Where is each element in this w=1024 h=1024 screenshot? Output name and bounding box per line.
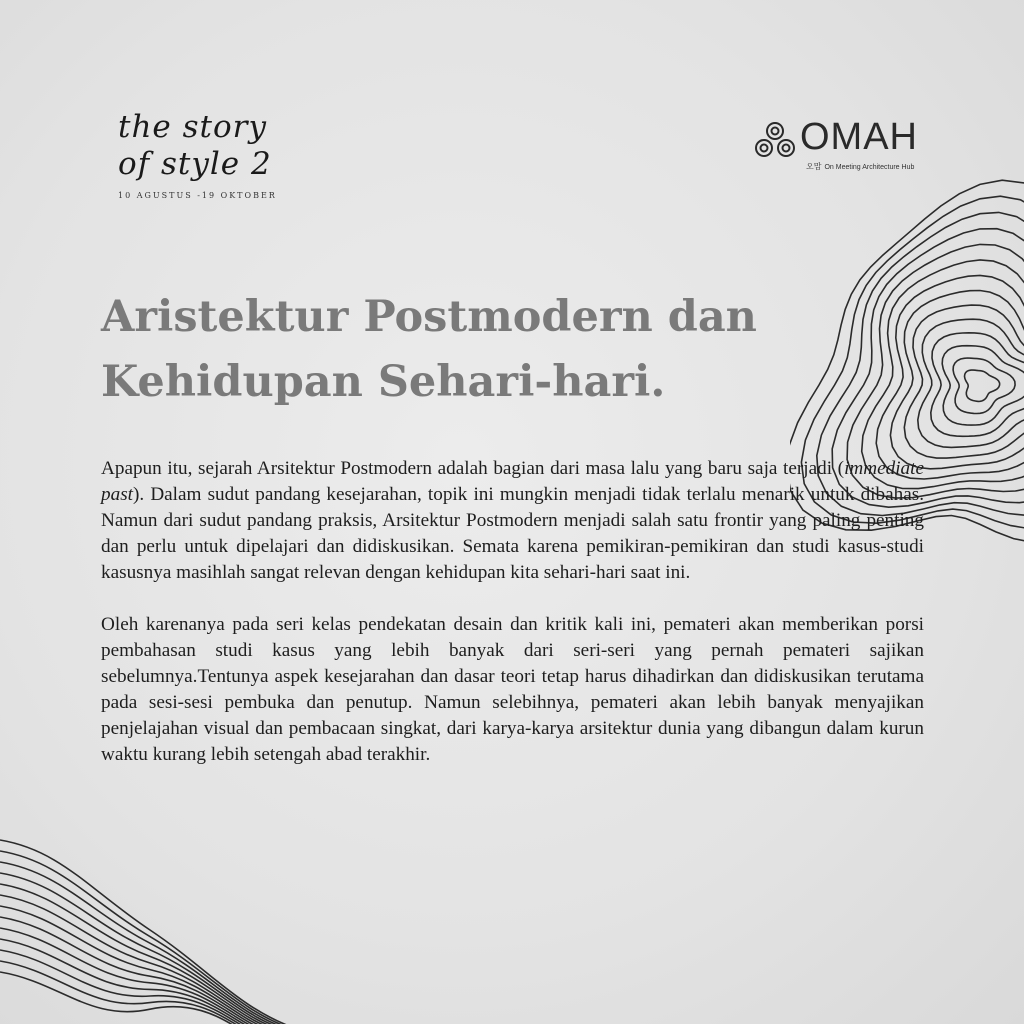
contour-wave xyxy=(0,928,265,1024)
brand-tagline-text: On Meeting Architecture Hub xyxy=(824,164,915,171)
paragraph-1-start: Apapun itu, sejarah Arsitektur Postmodern adalah bagian dari masa lalu yang baru saja terjadi ( xyxy=(101,458,845,479)
brand-name: OMAH xyxy=(800,116,918,158)
paragraph-1 xyxy=(101,456,924,586)
series-title-line2: of style 2 xyxy=(118,146,272,182)
contour-ring xyxy=(862,260,1024,489)
series-title-line1: the story xyxy=(118,109,267,145)
contour-ring xyxy=(965,370,1000,401)
paragraph-1-end: ). Dalam sudut pandang kesejarahan, topik ini mungkin menjadi tidak terlalu menarik untuk dibahas. Namun dari sudut pandang praksis, Arsitektur Postmodern menjadi salah satu frontir yang paling penting dan perlu untuk dipelajari dan didiskusikan. Semata karena pemikiran-pemikiran dan studi kasus-studi kasusnya masihlah sangat relevan dengan kehidupan kita sehari-hari saat ini. xyxy=(101,484,924,583)
headline-line1: Aristektur Postmodern dan xyxy=(101,292,757,342)
headline-line2: Kehidupan Sehari-hari. xyxy=(101,357,666,407)
contour-lines-left-icon xyxy=(0,820,300,1024)
page-headline xyxy=(101,285,801,415)
body-text xyxy=(101,456,924,794)
contour-ring xyxy=(931,333,1024,437)
series-dates: 10 AGUSTUS -19 OKTOBER xyxy=(118,191,277,200)
brand-glyph: 오맘 xyxy=(806,162,822,171)
contour-ring xyxy=(918,319,1024,447)
paragraph-2: Oleh karenanya pada seri kelas pendekatan desain dan kritik kali ini, pemateri akan memberikan porsi pembahasan studi kasus yang lebih banyak dari seri-seri yang pernah pemateri sajikan sebelumnya.Tentunya aspek kesejarahan dan dasar teori tetap harus dihadirkan dan didiskusikan terutama pada sesi-sesi pembuka dan penutup. Namun selebihnya, pemateri akan lebih banyak menyajikan penjelajahan visual dan pembacaan singkat, dari karya-karya arsitektur dunia yang dibangun dalam kurun waktu kurang lebih setengah abad terakhir. xyxy=(101,614,924,765)
paragraph-1-italic: immediate past xyxy=(101,458,924,505)
series-logo xyxy=(118,109,277,200)
